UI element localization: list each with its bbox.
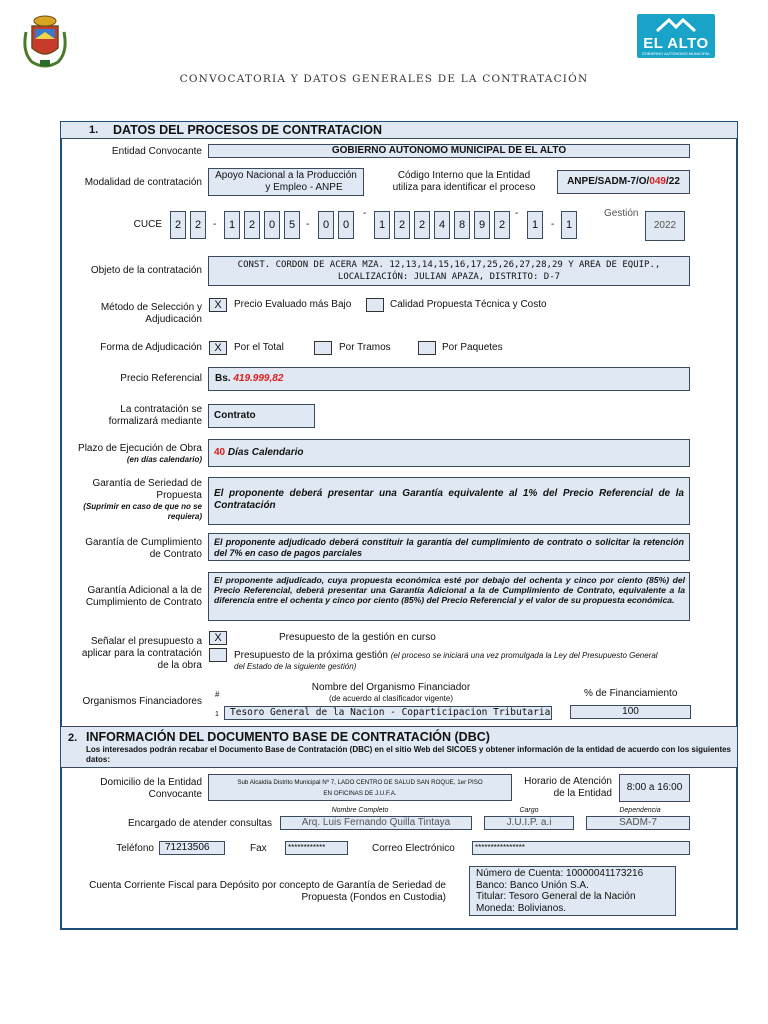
codigo-number: 049 [649, 176, 666, 187]
seriedad-label-2: Propuesta [156, 490, 202, 501]
presupuesto-label-2: aplicar para la contratación [81, 648, 202, 659]
codigo-suffix: /22 [666, 176, 680, 187]
cuce-digit: 5 [284, 211, 300, 239]
section2-header [61, 726, 737, 768]
cuenta-label-1: Cuenta Corriente Fiscal para Depósito por concepto de Garantía de Seriedad de [89, 880, 446, 891]
modalidad-field [208, 168, 364, 196]
cuce-separator: - [306, 219, 310, 230]
encargado-dep-field [586, 816, 690, 830]
cuce-separator: - [363, 208, 367, 219]
logo-text: EL ALTO [643, 35, 709, 52]
cuce-digit: 2 [170, 211, 186, 239]
metodo-calidad-label: Calidad Propuesta Técnica y Costo [390, 299, 547, 310]
encargado-cargo: J.U.I.P. a.i [506, 817, 552, 828]
cuce-digit: 1 [374, 211, 390, 239]
precio-currency: Bs. [215, 373, 231, 384]
gestion-label: Gestión [604, 208, 639, 219]
encargado-name-header: Nombre Completo [331, 807, 389, 814]
encargado-name-field [280, 816, 472, 830]
cuenta-line-4: Moneda: Bolivianos. [476, 902, 567, 914]
section2-intro: Los interesados podrán recabar el Documento Base de Contratación (DBC) en el sitio Web del SICOES y obtener información de la entidad de acuerdo con los siguientes datos: [86, 745, 731, 764]
section1-title: DATOS DEL PROCESOS DE CONTRATACION [113, 123, 383, 137]
forma-total-label: Por el Total [234, 342, 284, 353]
forma-tramos-label: Por Tramos [339, 342, 391, 353]
correo-value: **************** [475, 843, 525, 852]
seriedad-label [62, 478, 202, 522]
cuce-digit: 1 [527, 211, 543, 239]
adicional-label-2: Cumplimiento de Contrato [85, 597, 202, 608]
organismos-col-name-title: Nombre del Organismo Financiador [311, 682, 471, 693]
encargado-name: Arq. Luis Fernando Quilla Tintaya [301, 817, 451, 828]
cuenta-label [80, 880, 446, 904]
cuce-digit: 0 [264, 211, 280, 239]
cumplimiento-field [208, 533, 690, 561]
cuce-digit: 4 [434, 211, 450, 239]
correo-label: Correo Electrónico [372, 843, 455, 854]
cuce-separator: - [213, 219, 217, 230]
presupuesto-proxima-checkbox[interactable] [209, 648, 227, 662]
cuce-digit: 1 [224, 211, 240, 239]
encargado-cargo-field [484, 816, 574, 830]
objeto-line-1: CONST. CORDON DE ACERA MZA. 12,13,14,15,16,17,25,26,27,28,29 Y AREA DE EQUIP., [237, 260, 661, 270]
seriedad-label-4: requiera) [167, 512, 202, 521]
metodo-precio-label: Precio Evaluado más Bajo [234, 299, 352, 310]
gestion-field [645, 211, 685, 241]
telefono-label: Teléfono [116, 843, 154, 854]
formaliza-label [62, 404, 202, 428]
forma-total-checkbox[interactable]: X [209, 341, 227, 355]
precio-label: Precio Referencial [120, 373, 202, 384]
seriedad-field [208, 477, 690, 525]
organismos-row-name-value: Tesoro General de la Nacion - Coparticipacion Tributaria [230, 707, 551, 718]
organismos-row-name [224, 706, 552, 720]
presupuesto-proxima-text: Presupuesto de la próxima gestión [234, 650, 388, 661]
domicilio-line-1: Sub Alcaldía Distrito Municipal Nº 7, LADO CENTRO DE SALUD SAN ROQUE, 1er PISO [237, 779, 483, 786]
objeto-label: Objeto de la contratación [90, 265, 202, 276]
cuenta-field [469, 866, 676, 916]
presupuesto-proxima-note-a: (el proceso se iniciará una vez promulgada la Ley del Presupuesto General [390, 651, 658, 660]
formaliza-value: Contrato [214, 410, 256, 421]
horario-label-1: Horario de Atención [524, 776, 612, 787]
cumplimiento-label [62, 537, 202, 561]
plazo-text: Días Calendario [227, 447, 304, 458]
encargado-dep-header: Dependencia [619, 807, 661, 814]
presupuesto-label-3: de la obra [157, 660, 202, 671]
cuenta-line-1: Número de Cuenta: 10000041173216 [476, 868, 644, 879]
forma-paquetes-checkbox[interactable] [418, 341, 436, 355]
domicilio-label [62, 777, 202, 801]
fax-value: ************ [288, 843, 326, 852]
cuce-separator: - [515, 208, 519, 219]
section2-title: INFORMACIÓN DEL DOCUMENTO BASE DE CONTRATACIÓN (DBC) [86, 730, 490, 744]
organismos-col-num: # [215, 690, 220, 699]
domicilio-label-2: Convocante [148, 789, 202, 800]
seriedad-label-1: Garantía de Seriedad de [92, 478, 202, 489]
cuce-separator: - [551, 219, 555, 230]
modalidad-value-1: Apoyo Nacional a la Producción [215, 170, 357, 181]
forma-tramos-checkbox[interactable] [314, 341, 332, 355]
encargado-dep: SADM-7 [619, 817, 657, 828]
cuce-digit: 0 [338, 211, 354, 239]
codigo-label [380, 170, 548, 194]
telefono-field [159, 841, 225, 855]
objeto-line-2: LOCALIZACIÓN: JULIAN APAZA, DISTRITO: D-7 [337, 272, 561, 282]
page-title: CONVOCATORIA Y DATOS GENERALES DE LA CONTRATACIÓN [179, 73, 589, 85]
organismos-row-pct-value: 100 [622, 706, 639, 717]
gestion-value: 2022 [653, 220, 677, 231]
fax-label: Fax [250, 843, 267, 854]
cuenta-line-2: Banco: Banco Unión S.A. [476, 879, 589, 891]
section2-number: 2. [68, 732, 78, 744]
presupuesto-proxima-note-b: del Estado de la siguiente gestión) [234, 662, 357, 671]
metodo-label-2: Adjudicación [145, 314, 202, 325]
organismos-col-name-sub: (de acuerdo al clasificador vigente) [328, 694, 454, 703]
presupuesto-curso-checkbox[interactable]: X [209, 631, 227, 645]
cuce-digit: 2 [190, 211, 206, 239]
horario-label [500, 776, 612, 800]
formaliza-field [208, 404, 315, 428]
codigo-label-1: Código Interno que la Entidad [397, 170, 531, 181]
adicional-field [208, 572, 690, 621]
organismos-label: Organismos Financiadores [82, 696, 202, 707]
cumplimiento-label-2: de Contrato [149, 549, 202, 560]
correo-field [472, 841, 690, 855]
objeto-field [208, 256, 690, 286]
forma-paquetes-label: Por Paquetes [442, 342, 503, 353]
metodo-label-1: Método de Selección y [100, 302, 202, 313]
entidad-label: Entidad Convocante [111, 146, 202, 157]
formaliza-label-2: formalizará mediante [108, 416, 202, 427]
cuce-digit: 2 [394, 211, 410, 239]
cuce-digit: 2 [244, 211, 260, 239]
coat-of-arms-logo [20, 12, 70, 70]
adicional-value: El proponente adjudicado, cuya propuesta económica esté por debajo del ochenta y cinco por ciento (85%) del Precio Referencial, deberá presentar una Garantía Adicional a la de Cumplimiento de Contrato, equivalente a la diferencia entre el ochenta y cinco por ciento (85%) del Precio Referencial y el valor de su propuesta económica. [214, 575, 685, 605]
precio-field [208, 367, 690, 391]
horario-label-2: de la Entidad [553, 788, 612, 799]
cuce-digit: 8 [454, 211, 470, 239]
encargado-label: Encargado de atender consultas [128, 818, 272, 829]
presupuesto-label-1: Señalar el presupuesto a [90, 636, 202, 647]
domicilio-field [208, 774, 512, 801]
cuce-label: CUCE [133, 219, 162, 230]
logo-subtext: GOBIERNO AUTÓNOMO MUNICIPAL [641, 51, 711, 56]
modalidad-value-2: y Empleo - ANPE [265, 182, 343, 193]
cuce-digit: 0 [318, 211, 334, 239]
metodo-precio-checkbox[interactable]: X [209, 298, 227, 312]
cuenta-line-3: Titular: Tesoro General de la Nación [476, 891, 636, 902]
plazo-number: 40 [214, 447, 226, 458]
modalidad-label: Modalidad de contratación [84, 177, 202, 188]
metodo-label [62, 302, 202, 326]
entidad-field [208, 144, 690, 158]
fax-field [285, 841, 348, 855]
el-alto-logo [637, 14, 715, 58]
adicional-label-1: Garantía Adicional a la de [87, 585, 202, 596]
organismos-col-name [226, 682, 556, 704]
cuenta-label-2: Propuesta (Fondos en Custodia) [301, 892, 446, 903]
entidad-value: GOBIERNO AUTONOMO MUNICIPAL DE EL ALTO [331, 145, 567, 156]
horario-field [619, 774, 690, 802]
codigo-field [557, 170, 690, 194]
horario-value: 8:00 a 16:00 [626, 782, 683, 793]
formaliza-label-1: La contratación se [120, 404, 202, 415]
presupuesto-proxima-label [234, 650, 694, 672]
section1-number: 1. [89, 124, 99, 136]
domicilio-label-1: Domicilio de la Entidad [100, 777, 202, 788]
adicional-label [62, 585, 202, 609]
cumplimiento-value: El proponente adjudicado deberá constituir la garantía del cumplimiento de contrato o solicitar la retención del 7% en caso de pagos parciales [214, 537, 684, 558]
plazo-field [208, 439, 690, 467]
presupuesto-curso-label: Presupuesto de la gestión en curso [279, 632, 436, 643]
presupuesto-label [62, 636, 202, 672]
organismos-col-pct: % de Financiamiento [584, 688, 678, 699]
codigo-label-2: utiliza para identificar el proceso [392, 182, 536, 193]
section1-header [61, 122, 737, 139]
organismos-row-pct [570, 705, 691, 719]
seriedad-value: El proponente deberá presentar una Garantía equivalente al 1% del Precio Referencial de la Contratación [214, 488, 684, 511]
plazo-label [62, 443, 202, 465]
forma-label: Forma de Adjudicación [100, 342, 202, 353]
codigo-prefix: ANPE/SADM-7/O/ [567, 176, 650, 187]
metodo-calidad-checkbox[interactable] [366, 298, 384, 312]
cuce-digit: 2 [414, 211, 430, 239]
plazo-label-1: Plazo de Ejecución de Obra [78, 443, 202, 454]
precio-amount: 419.999,82 [233, 373, 284, 384]
domicilio-line-2: EN OFICINAS DE J.U.F.A. [323, 790, 397, 797]
seriedad-label-3: (Suprimir en caso de que no se [83, 502, 202, 511]
telefono-value: 71213506 [165, 842, 210, 853]
encargado-cargo-header: Cargo [519, 807, 539, 814]
cuce-digit: 1 [561, 211, 577, 239]
cumplimiento-label-1: Garantía de Cumplimiento [85, 537, 202, 548]
plazo-label-2: (en días calendario) [126, 455, 202, 464]
organismos-row-num: 1 [215, 711, 219, 718]
cuce-digit: 9 [474, 211, 490, 239]
cuce-digit: 2 [494, 211, 510, 239]
